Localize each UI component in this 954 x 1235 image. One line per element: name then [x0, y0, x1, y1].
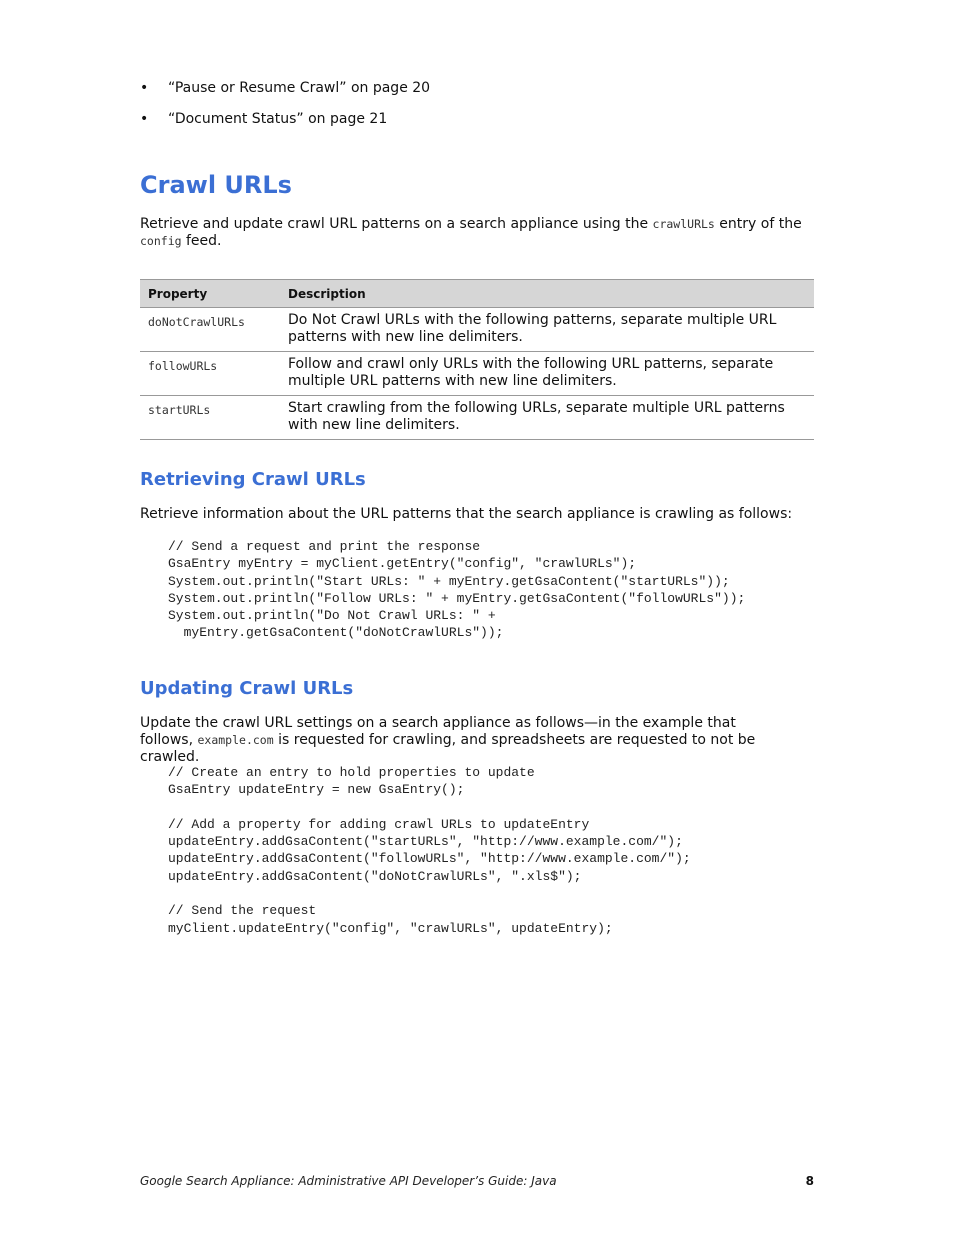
retrieving-code-block: // Send a request and print the response GsaEntry myEntry = myClient.getEntry("config", "crawlURLs"); System.out.println("Start URLs: " + myEntry.getGsaContent("startURLs")); System.out.println("Follow URLs: " + myEntry.getGsaContent("followURLs")); System.out.println("Do Not Crawl URLs: " + myEntry.getGsaContent("doNotCrawlURLs"));	[168, 539, 746, 641]
footer-document-title: Google Search Appliance: Administrative API Developer’s Guide: Java	[140, 1174, 557, 1188]
table-header-row	[140, 280, 814, 308]
table-row	[140, 396, 814, 440]
updating-text-after: is requested for crawling, and spreadsheets are requested to not be crawled.	[140, 732, 756, 765]
properties-table	[140, 279, 814, 440]
property-description: Start crawling from the following URLs, separate multiple URL patterns with new line delimiters.	[280, 396, 814, 440]
list-item	[140, 110, 814, 141]
retrieving-heading: Retrieving Crawl URLs	[140, 469, 366, 490]
column-header-property: Property	[140, 280, 280, 308]
property-description: Follow and crawl only URLs with the following URL patterns, separate multiple URL patterns with new line delimiters.	[280, 352, 814, 396]
updating-paragraph	[140, 715, 780, 766]
bullet-glyph: •	[140, 111, 149, 127]
intro-text-before: Retrieve and update crawl URL patterns on a search appliance using the	[140, 216, 653, 232]
intro-text-after: feed.	[181, 233, 222, 249]
updating-text-before: Update the crawl URL settings on a search appliance as follows—in the example that follows,	[140, 715, 736, 748]
table-row	[140, 308, 814, 352]
intro-code-config: config	[140, 234, 182, 248]
updating-code-example-com: example.com	[197, 733, 274, 747]
related-links-list	[140, 79, 814, 141]
column-header-description: Description	[280, 280, 814, 308]
property-name: doNotCrawlURLs	[140, 308, 280, 352]
property-name: followURLs	[140, 352, 280, 396]
updating-code-block: // Create an entry to hold properties to update GsaEntry updateEntry = new GsaEntry(); // Add a property for adding crawl URLs to updateEntry updateEntry.addGsaContent("startURLs", "http://www.example.com/"); updateEntry.addGsaContent("followURLs", "http://www.example.com/"); updateEntry.addGsaContent("doNotCrawlURLs", ".xls$"); // Send the request myClient.updateEntry("config", "crawlURLs", updateEntry);	[168, 765, 691, 936]
retrieving-paragraph: Retrieve information about the URL patterns that the search appliance is crawling as follows:	[140, 506, 793, 522]
bullet-glyph: •	[140, 80, 149, 96]
property-name: startURLs	[140, 396, 280, 440]
related-link-document-status[interactable]: “Document Status” on page 21	[168, 111, 388, 127]
intro-paragraph	[140, 216, 820, 250]
table-row	[140, 352, 814, 396]
section-title: Crawl URLs	[140, 171, 292, 199]
intro-text-middle: entry of the	[714, 216, 802, 232]
property-description: Do Not Crawl URLs with the following patterns, separate multiple URL patterns with new line delimiters.	[280, 308, 814, 352]
updating-heading: Updating Crawl URLs	[140, 678, 354, 699]
list-item	[140, 79, 814, 110]
intro-code-crawlurls: crawlURLs	[652, 217, 715, 231]
related-link-pause-resume[interactable]: “Pause or Resume Crawl” on page 20	[168, 80, 431, 96]
footer-page-number: 8	[805, 1174, 814, 1188]
